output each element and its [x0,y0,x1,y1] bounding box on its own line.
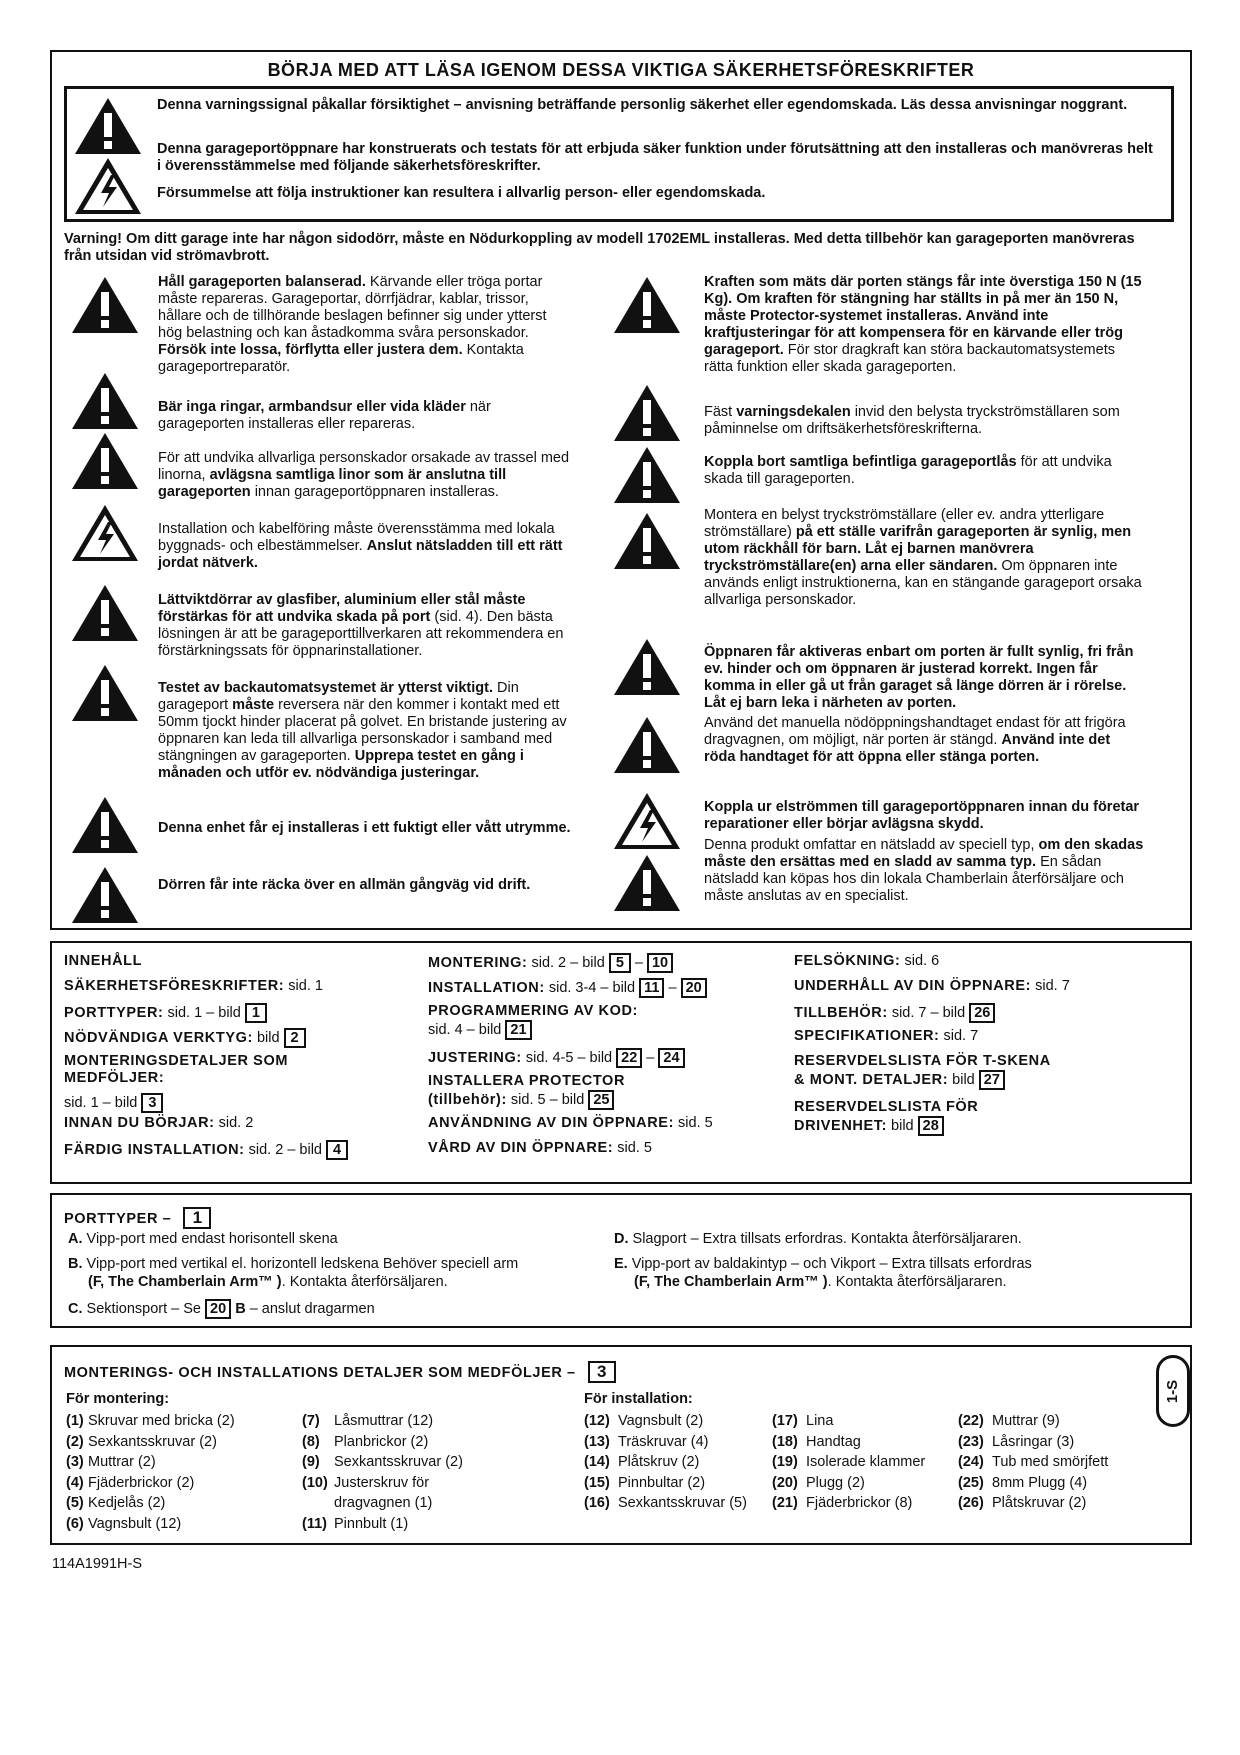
parts-item-number: (17) [772,1413,798,1429]
parts-list-item [66,1495,165,1512]
parts-item-label: Muttrar (9) [992,1413,1060,1429]
warning-icon [70,864,140,926]
right-item-4: Montera en belyst tryckströmställare (eller ev. andra ytterligare strömställare) på ett ställe varifrån garageporten är synlig, men utom räckhåll för barn. Låt ej barnen manövrera tryckströmställare(en) arna eller sändaren. Om öppnaren inte används enligt instruktionerna, kan en stängande garageport orsaka allvarliga personskador. [704,507,1142,608]
parts-item-number: (22) [958,1413,984,1429]
toc-entry-page: sid. 7 [1031,978,1070,994]
figure-number: 3 [588,1361,616,1383]
porttyp-e: E. Vipp-port av baldakintyp – och Vikport – Extra tillsats erfordras [614,1256,1032,1272]
figure-number: 25 [588,1090,614,1110]
porttyper-title: PORTTYPER – [64,1211,172,1227]
parts-item-number: (9) [302,1454,320,1470]
left-item-4: Installation och kabelföring måste överensstämma med lokala byggnads- och elbestämmelser. Anslut nätsladden till ett rätt jordat nätverk. [158,521,563,571]
toc-entry-page: sid. 4 – bild [428,1022,502,1038]
toc-entry-page: sid. 4-5 – bild [521,1050,613,1066]
figure-number: 2 [284,1028,306,1048]
parts-item-number: (2) [66,1433,84,1450]
parts-list-item [772,1413,833,1430]
parts-item-label: Låsringar (3) [992,1433,1075,1450]
parts-list-item [302,1475,429,1492]
electric-shock-icon [70,502,140,564]
figure-number: 5 [609,953,631,973]
warning-icon [73,95,143,157]
toc-entry-page: bild [948,1072,975,1088]
toc-entry-title: FELSÖKNING: [794,953,901,969]
toc-entry-title: SÄKERHETSFÖRESKRIFTER: [64,978,285,994]
toc-entry-title: ANVÄNDNING AV DIN ÖPPNARE: [428,1115,674,1131]
parts-item-number: (10) [302,1474,328,1491]
parts-item-number: (25) [958,1474,984,1491]
warning-icon [70,662,140,724]
contents-section [50,941,1192,1184]
parts-item-label: Isolerade klammer [806,1454,926,1470]
left-item-2: Bär inga ringar, armbandsur eller vida kläder när garageporten installeras eller repareras. [158,399,491,432]
safety-section [50,50,1192,930]
right-item-5: Öppnaren får aktiveras enbart om porten är fullt synlig, fri från ev. hinder och om öppnaren är justerad korrekt. Ingen får komma in eller gå ut från garaget så länge dörren är i rörelse. Låt ej barn leka i närheten av porten. [704,644,1134,711]
figure-number: 4 [326,1140,348,1160]
parts-list-item [584,1413,703,1430]
parts-item-label: Fjäderbrickor (8) [806,1495,913,1511]
toc-entry-title: & MONT. DETALJER: [794,1072,949,1088]
toc-entry-title: TILLBEHÖR: [794,1005,888,1021]
toc-entry-title: (tillbehör): [428,1092,507,1108]
figure-number: 1 [245,1003,267,1023]
warning-icon [612,852,682,914]
parts-item-label: Planbrickor (2) [334,1433,429,1450]
toc-entry-page: sid. 5 – bild [506,1092,585,1108]
parts-item-label: Sexkantsskruvar (2) [334,1454,463,1470]
toc-entry-title: FÄRDIG INSTALLATION: [64,1142,245,1158]
right-item-3: Koppla bort samtliga befintliga garageportlås för att undvika skada till garageporten. [704,454,1112,487]
warning-icon [70,794,140,856]
figure-number: 27 [979,1070,1005,1090]
figure-number: 22 [616,1048,642,1068]
porttyp-e-cont: (F, The Chamberlain Arm™ ). Kontakta återförsäljararen. [634,1274,1007,1290]
left-item-5: Lättviktdörrar av glasfiber, aluminium eller stål måste förstärkas för att undvika skada på port (sid. 4). Den bästa lösningen är att be garageporttillverkaren att rekommendera en förstärkningssats för öppnarinstallationer. [158,592,564,659]
parts-item-number: (16) [584,1495,610,1511]
figure-number: 28 [918,1116,944,1136]
parts-item-label: Plugg (2) [806,1474,865,1491]
figure-number: 20 [205,1299,231,1319]
parts-list-item [958,1454,1108,1471]
right-item-8: Denna produkt omfattar en nätsladd av speciell typ, om den skadas måste den ersättas med en sladd av samma typ. En sådan nätsladd kan köpas hos din lokala Chamberlain återförsäljare och måste anslutas av en specialist. [704,837,1144,904]
toc-entry-page: sid. 7 – bild [887,1005,966,1021]
toc-entry-page: sid. 5 [674,1115,713,1131]
toc-entry-title: DRIVENHET: [794,1118,888,1134]
toc-entry-page: sid. 2 – bild [244,1142,322,1158]
parts-item-number: (12) [584,1413,610,1429]
parts-list-item [66,1454,156,1471]
right-item-2: Fäst varningsdekalen invid den belysta tryckströmställaren som påminnelse om driftsäkerhetsföreskrifterna. [704,404,1120,437]
toc-entry-title: INSTALLATION: [428,980,545,996]
parts-item-number: (11) [302,1515,327,1532]
parts-item-label: Sexkantsskruvar (2) [88,1433,217,1450]
toc-entry-title: MONTERINGSDETALJER SOM MEDFÖLJER: [64,1053,288,1086]
parts-item-number: (4) [66,1474,84,1491]
parts-item-label: Plåtskruvar (2) [992,1495,1087,1511]
toc-entry-page: sid. 2 [214,1115,254,1131]
toc-entry-page: sid. 5 [613,1140,652,1156]
parts-item-label: Lina [806,1413,834,1429]
intro-line-1: Denna varningssignal påkallar försiktighet – anvisning beträffande personlig säkerhet eller egendomskada. Läs dessa anvisningar noggrant. [157,97,1128,113]
parts-list-item [584,1434,709,1451]
figure-number: 20 [681,978,707,998]
toc-entry-page: sid. 1 – bild [163,1005,241,1021]
intro-box [64,86,1174,222]
figure-number: 26 [969,1003,995,1023]
toc-heading: INNEHÅLL [64,953,143,969]
left-item-3: För att undvika allvarliga personskador orsakade av trassel med linorna, avlägsna samtliga linor som är anslutna till garageporten innan garageportöppnaren installeras. [158,450,570,500]
toc-entry-title: RESERVDELSLISTA FÖR [794,1099,979,1115]
figure-number: 11 [639,978,664,998]
toc-entry-page: sid. 7 [939,1028,979,1044]
porttyp-a: A. Vipp-port med endast horisontell skena [68,1231,338,1247]
parts-list-item [302,1495,432,1512]
figure-number: 3 [141,1093,163,1113]
toc-entry-title: INSTALLERA PROTECTOR [428,1073,626,1089]
right-item-6: Använd det manuella nödöppningshandtaget endast för att frigöra dragvagnen, om möjligt, när porten är stängd. Använd inte det röda handtaget för att öppna eller stänga porten. [704,715,1126,765]
toc-entry-page: sid. 3-4 – bild [544,980,636,996]
parts-item-number: (13) [584,1433,610,1450]
toc-col1 [64,953,404,1165]
toc-entry-title: PORTTYPER: [64,1005,164,1021]
parts-item-number: (20) [772,1474,798,1491]
parts-list-item [66,1475,194,1492]
figure-number: 10 [647,953,673,973]
parts-list-item [302,1454,463,1471]
parts-item-label: Låsmuttrar (12) [334,1413,434,1429]
warning-icon [70,370,140,432]
left-item-7: Denna enhet får ej installeras i ett fuktigt eller vått utrymme. [158,820,571,836]
warning-icon [612,382,682,444]
parts-list-item [66,1434,217,1451]
parts-item-number: (21) [772,1495,798,1511]
porttyper-title-row [64,1207,211,1229]
intro-line-3: Försummelse att följa instruktioner kan resultera i allvarlig person- eller egendomskada. [157,185,766,201]
warning-icon [612,444,682,506]
parts-list-item [584,1475,705,1492]
parts-item-label: Justerskruv för [334,1474,430,1491]
parts-item-number: (6) [66,1515,84,1532]
toc-entry-page: sid. 1 – bild [64,1095,138,1111]
parts-list-item [66,1413,235,1430]
warning-icon [612,636,682,698]
parts-item-number: (19) [772,1454,798,1470]
figure-number: 21 [505,1020,531,1040]
porttyp-c: C. Sektionsport – Se 20 B – anslut dragarmen [68,1301,375,1317]
warning-icon [70,274,140,336]
parts-list-item [302,1434,428,1451]
left-item-8: Dörren får inte räcka över en allmän gångväg vid drift. [158,877,531,893]
parts-item-number: (7) [302,1413,320,1429]
parts-item-label: Handtag [806,1433,861,1450]
warning-icon [70,430,140,492]
parts-list-item [302,1516,408,1533]
toc-entry-title: MONTERING: [428,955,528,971]
porttyp-b-cont: (F, The Chamberlain Arm™ ). Kontakta återförsäljaren. [88,1274,448,1290]
parts-item-number: (24) [958,1454,984,1470]
parts-item-label: Pinnbultar (2) [618,1474,706,1491]
toc-entry-page: sid. 1 [284,978,323,994]
toc-col3 [794,953,1184,1141]
parts-item-label: Vagnsbult (12) [88,1515,182,1532]
parts-item-label: dragvagnen (1) [334,1495,433,1511]
safety-title: BÖRJA MED ATT LÄSA IGENOM DESSA VIKTIGA SÄKERHETSFÖRESKRIFTER [267,60,975,80]
warning-icon [70,582,140,644]
warning-icon [612,274,682,336]
intro-line-2: Denna garageportöppnare har konstruerats och testats för att erbjuda säker funktion under förutsättning att den installeras och manövreras helt i överensstämmelse med följande säkerhetsföreskrifter. [157,141,1153,174]
parts-item-number: (18) [772,1433,798,1450]
figure-number: 1 [183,1207,211,1229]
warning-icon [612,510,682,572]
parts-item-label: Plåtskruv (2) [618,1454,700,1470]
parts-item-number: (3) [66,1454,84,1470]
electric-shock-icon [73,155,143,217]
parts-list-item [66,1516,181,1533]
parts-item-label: Skruvar med bricka (2) [88,1413,235,1429]
parts-item-number: (1) [66,1413,84,1429]
page-number-badge [1156,1355,1190,1427]
toc-entry-title: VÅRD AV DIN ÖPPNARE: [428,1140,614,1156]
parts-section [50,1345,1192,1545]
toc-entry-title: UNDERHÅLL AV DIN ÖPPNARE: [794,978,1032,994]
toc-entry-title: INNAN DU BÖRJAR: [64,1115,215,1131]
toc-entry-page: sid. 2 – bild [527,955,605,971]
document-code: 114A1991H-S [52,1556,143,1572]
parts-item-label: Vagnsbult (2) [618,1413,704,1429]
parts-title: MONTERINGS- OCH INSTALLATIONS DETALJER SOM MEDFÖLJER – [64,1365,576,1381]
parts-item-label: 8mm Plugg (4) [992,1474,1088,1491]
mount-heading: För montering: [66,1391,170,1407]
parts-list-item [958,1495,1086,1512]
left-item-1: Håll garageporten balanserad. Kärvande eller tröga portar måste repareras. Garageportar, dörrfjädrar, kablar, trissor, hållare och de tillhörande beslagen befinner sig under ytterst hög belastning och kan åstadkomma svåra personskador. Försök inte lossa, förflytta eller justera dem. Kontakta garageportreparatör. [158,274,547,375]
toc-col2: MONTERING: sid. 2 – bild 5 – 10 INSTALLATION: sid. 3-4 – bild 11 – 20 PROGRAMMERING AV KOD: sid. 4 – bild 21 JUSTERING: sid. 4-5 – bild 22 – 24 INSTALLERA PROTECTOR (tillbehör): sid. 5 – bild 25 ANVÄNDNING AV DIN ÖPPNARE: sid. 5 VÅRD AV DIN ÖPPNARE: sid. 5 [428,955,713,1156]
right-item-7: Koppla ur elströmmen till garageportöppnaren innan du företar reparationer eller börjar avlägsna skydd. [704,799,1140,832]
electric-shock-icon [612,790,682,852]
parts-item-number: (26) [958,1495,984,1511]
porttyper-section [50,1193,1192,1328]
figure-number: 24 [658,1048,684,1068]
parts-item-number: (8) [302,1433,320,1450]
parts-list-item [584,1495,747,1512]
page-number: 1-S [1164,1379,1182,1403]
right-item-1: Kraften som mäts där porten stängs får inte överstiga 150 N (15 Kg). Om kraften för stängning har ställts in på mer än 150 N, måste Protector-systemet installeras. Använd inte kraftjusteringar för att kompensera för en kärvande eller trög garageport. För stor dragkraft kan störa backautomatsystemets rätta funktion eller skada garageporten. [704,274,1142,375]
parts-item-number: (23) [958,1433,984,1450]
parts-list-item [772,1454,925,1471]
parts-item-label: Fjäderbrickor (2) [88,1474,195,1491]
left-item-6: Testet av backautomatsystemet är ytterst viktigt. Din garageport måste reversera när den kommer i kontakt med ett 50mm tjockt hinder placerat på golvet. En bristande justering av öppnaren kan leda till allvarliga personskador i samband med stängningen av garageporten. Upprepa testet en gång i månaden och utför ev. nödvändiga justeringar. [158,680,567,781]
install-heading: För installation: [584,1391,693,1407]
warning-icon [612,714,682,776]
parts-item-label: Träskruvar (4) [618,1433,709,1450]
toc-entry-page: sid. 6 [900,953,940,969]
parts-list-item [772,1475,865,1492]
parts-item-label: Sexkantsskruvar (5) [618,1495,747,1511]
parts-list-item [584,1454,699,1471]
parts-list-item [302,1413,433,1430]
porttyp-b: B. Vipp-port med vertikal el. horizontell ledskena Behöver speciell arm [68,1256,519,1272]
parts-list-item [772,1495,912,1512]
parts-item-label: Kedjelås (2) [88,1495,166,1511]
toc-entry-page: bild [256,1030,280,1046]
parts-item-number: (5) [66,1495,84,1511]
parts-list-item [958,1475,1087,1492]
parts-item-label: Tub med smörjfett [992,1454,1109,1470]
parts-title-row [64,1361,616,1383]
toc-entry-title: RESERVDELSLISTA FÖR T-SKENA [794,1053,1051,1069]
parts-item-number: (15) [584,1474,610,1491]
toc-entry-page: bild [887,1118,914,1134]
toc-entry-title: PROGRAMMERING AV KOD: [428,1003,638,1019]
toc-entry-title: NÖDVÄNDIGA VERKTYG: [64,1030,253,1046]
parts-item-label: Muttrar (2) [88,1454,156,1470]
porttyp-d: D. Slagport – Extra tillsats erfordras. Kontakta återförsäljararen. [614,1231,1022,1247]
toc-entry-title: SPECIFIKATIONER: [794,1028,940,1044]
warning-note: Varning! Om ditt garage inte har någon sidodörr, måste en Nödurkoppling av modell 1702EML installeras. Med detta tillbehör kan garageporten manövreras från utsidan vid strömavbrott. [64,231,1135,264]
parts-list-item [958,1434,1074,1451]
toc-entry-title: JUSTERING: [428,1050,522,1066]
parts-list-item [958,1413,1060,1430]
parts-item-number: (14) [584,1454,610,1470]
parts-list-item [772,1434,861,1451]
parts-item-label: Pinnbult (1) [334,1515,409,1532]
